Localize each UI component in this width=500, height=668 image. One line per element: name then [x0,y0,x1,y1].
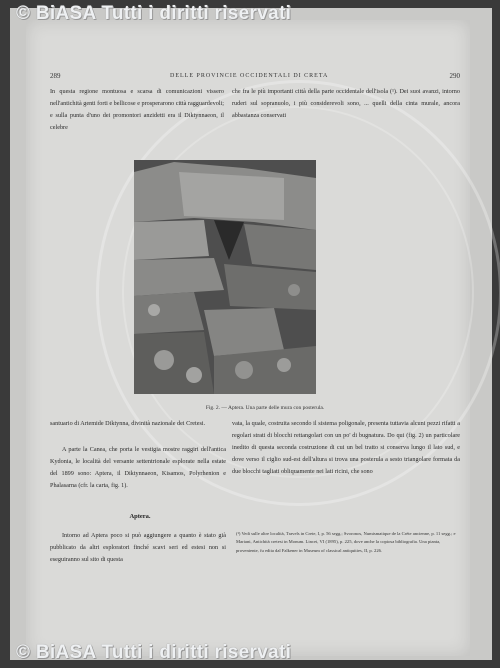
running-header [50,72,460,84]
text-column-bottom-right [232,418,460,478]
footnote: (¹) Vedi sulle altre località, Travels in Crete, I, p. 56 segg.; Svoronos, Numismatique de la Crète ancienne, p. 11 segg.; e Mariani, Antichità cretesi in Monum. Lincei, VI (1895), p. 225, dove anche la copiosa bibliografia. Una pianta, proveniente, fu edita dal Falkener in Museum of classical antiquities, II, p. 226. [236,531,456,553]
page-number-left: 289 [50,72,61,80]
figure-caption: Fig. 2. — Aptera. Una parte delle mura con posterula. [205,405,325,411]
paragraph: In questa regione montuosa e scarsa di comunicazioni vissero nell'antichità genti forti e bellicose e prosperarono città ragguardevoli; e sulla punta d'uno dei promontori anzidetti era il Diktynnaeon, il celebre [50,88,224,131]
photo-image [134,160,316,394]
paragraph: santuario di Artemide Diktynna, divinità nazionale dei Cretesi. [50,420,206,427]
text-column-top-right [232,86,460,122]
text-column-top-left [50,86,224,134]
paragraph: Intorno ad Aptera poco si può aggiungere a quanto è stato già pubblicato da altri esploratori finché scavi seri ed estesi non si eseguiranno sul sito di questa [50,532,226,563]
running-title: DELLE PROVINCIE OCCIDENTALI DI CRETA [170,73,329,79]
paragraph: che fra le più importanti città della parte occidentale dell'isola (¹). Dei suoi avanzi, intorno ruderi sul sopranuolo, i più considerevoli sono, ... quelli della cinta murale, ancora abbastanza conservati [232,88,460,119]
figure-photo [134,160,316,394]
watermark-top: © BiASA Tutti i diritti riservati [16,3,292,24]
page-number-right: 290 [449,72,460,80]
watermark-bottom: © BiASA Tutti i diritti riservati [16,642,292,663]
text-column-bottom-left-1 [50,418,226,430]
text-column-bottom-left-2 [50,444,226,492]
section-heading: Aptera. [129,513,151,520]
paragraph: A parte la Canea, che porta le vestigia mostre raggiri dell'antica Kydonia, le località del versante settentrionale esplorate nella estate del 1899 sono: Aptera, il Diktynnaeon, Kisamos, Polyrhenion e Phalasarna (cfr. la carta, fig. 1). [50,446,226,489]
text-column-bottom-left-3 [50,530,226,566]
paragraph: vata, la quale, costruita secondo il sistema poligonale, presenta tuttavia alcuni pezzi rifatti a regolari strati di blocchi rettangolari con un po' di bugnatura. Do qui (fig. 2) un particolare inedito di questa seconda costruzione di cui un bel tratto si conserva lungo il lato sud, e dove verso il ciglio sud-est dell'altura si trova una posterula a sesto triangolare formata da due blocchi tagliati obliquamente nei lati ricini, che sono [232,420,460,475]
